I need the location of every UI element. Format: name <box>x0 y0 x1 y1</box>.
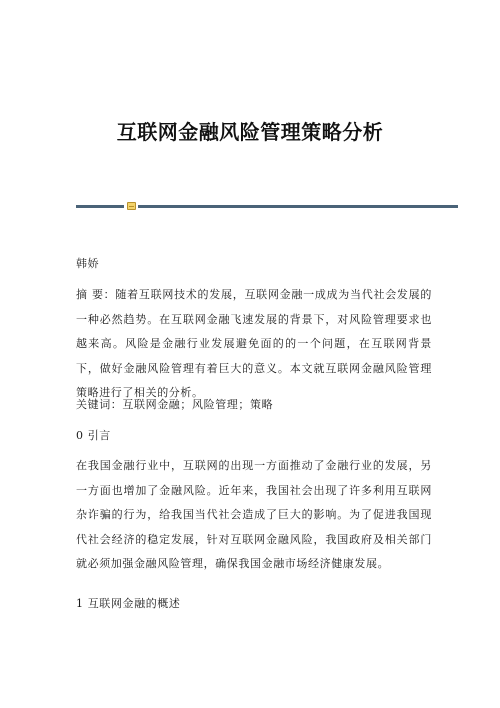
abstract-paragraph: 摘 要：随着互联网技术的发展，互联网金融一成成为当代社会发展的一种必然趋势。在互联网金融飞速发展的背景下，对风险管理要求也越来高。风险是金融行业发展避免面的的一个问题，在互联网背景下，做好金融风险管理有着巨大的意义。本文就互联网金融风险管理策略进行了相关的分析。 <box>76 288 432 399</box>
document-title: 互联网金融风险管理策略分析 <box>116 120 384 144</box>
section-heading-overview: 1 互联网金融的概述 <box>76 597 181 610</box>
intro-paragraph: 在我国金融行业中，互联网的出现一方面推动了金融行业的发展，另一方面也增加了金融风险。近年来，我国社会出现了许多利用互联网杂诈骗的行为，给我国当代社会造成了巨大的影响。为了促进我国现代社会经济的稳定发展，针对互联网金融风险，我国政府及相关部门就必须加强金融风险管理，确保我国金融市场经济健康发展。 <box>76 459 432 570</box>
keywords-line: 关键词：互联网金融；风险管理；策略 <box>76 398 274 411</box>
divider-bar-right <box>138 205 458 208</box>
title-divider <box>76 203 458 209</box>
divider-bar-left <box>76 205 124 208</box>
section-heading-intro: 0 引言 <box>76 429 111 442</box>
author-name: 韩娇 <box>76 257 100 270</box>
book-icon <box>127 202 136 210</box>
